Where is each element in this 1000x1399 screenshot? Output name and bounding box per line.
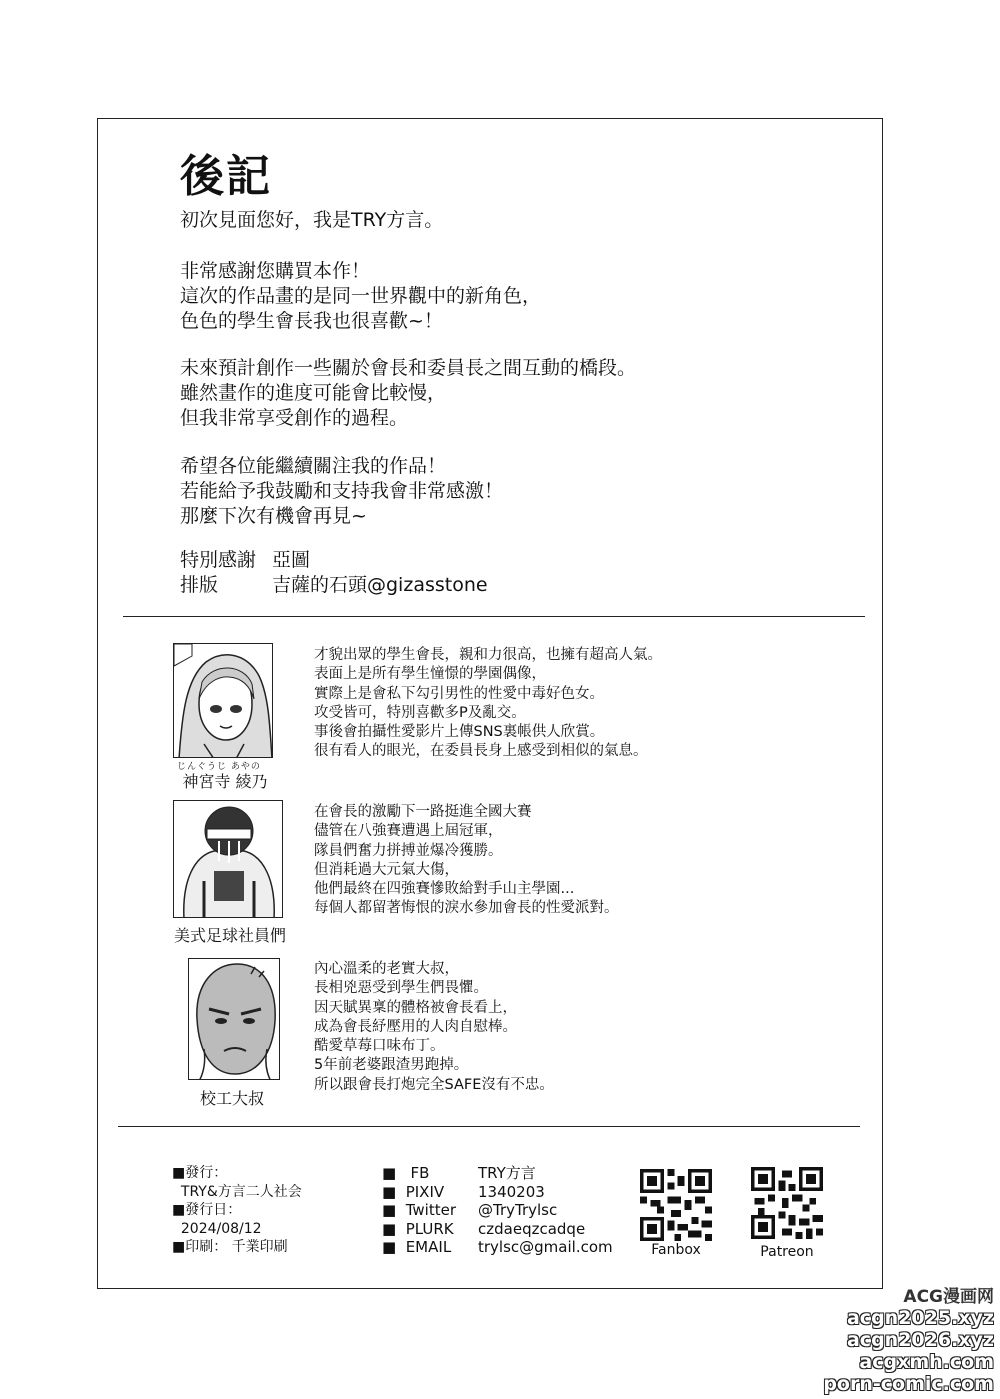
credit-key: 特別感謝 [180, 549, 257, 571]
patreon-qr-icon [751, 1167, 823, 1239]
watermark-line: acgn2025.xyz [846, 1307, 994, 1329]
credits [180, 548, 488, 598]
credit-key: 排版 [180, 574, 219, 596]
watermark-line: acgn2026.xyz [846, 1329, 994, 1351]
afterword-paragraph-4: 希望各位能繼續關注我的作品！ 若能給予我鼓勵和支持我會非常感激！ 那麼下次有機會再見~ [180, 455, 504, 527]
credit-value: 亞圖 [272, 549, 311, 571]
credit-row [180, 573, 488, 598]
afterword-paragraph-1: 初次見面您好，我是TRY方言。 [180, 209, 444, 231]
credit-row [180, 548, 488, 573]
character-portrait-ayano [173, 643, 273, 758]
qr-label: Patreon [760, 1244, 814, 1260]
divider [118, 1126, 860, 1127]
credit-value: 吉薩的石頭@gizasstone [272, 574, 488, 596]
afterword-paragraph-3: 未來預計創作一些關於會長和委員長之間互動的橋段。 雖然畫作的進度可能會比較慢， 但我非常享受創作的過程。 [180, 357, 637, 429]
page-title: 後記 [180, 151, 272, 202]
watermark-line: acgxmh.com [859, 1351, 994, 1373]
watermark-logo: ACG漫画网 [903, 1287, 994, 1307]
character-portrait-football-team [173, 800, 283, 918]
watermark-line: porn-comic.com [823, 1373, 994, 1395]
character-name: 校工大叔 [199, 1089, 264, 1108]
watermark [823, 1282, 994, 1395]
character-name: 神宮寺 綾乃 [182, 772, 268, 791]
contact-labels: ■ FB ■ PIXIV ■ Twitter ■ PLURK ■ EMAIL [382, 1164, 456, 1256]
character-description: 在會長的激勵下一路挺進全國大賽 儘管在八強賽遭遇上屆冠軍， 隊員們奮力拼搏並爆冷獲勝。 但消耗過大元氣大傷， 他們最終在四強賽慘敗給對手山主學園... 每個人都留著悔恨的淚水參加會長的性愛派對。 [314, 804, 619, 917]
qr-label: Fanbox [651, 1242, 701, 1258]
afterword-paragraph-2: 非常感謝您購買本作！ 這次的作品畫的是同一世界觀中的新角色， 色色的學生會長我也很喜歡~！ [180, 260, 542, 332]
character-description: 才貌出眾的學生會長，親和力很高，也擁有超高人氣。 表面上是所有學生憧憬的學園偶像， 實際上是會私下勾引男性的性愛中毒好色女。 攻受皆可，特別喜歡多P及亂交。 事後會拍攝性愛影片上傳SNS裏帳供人欣賞。 很有看人的眼光，在委員長身上感受到相似的氣息。 [314, 647, 662, 760]
fanbox-qr-icon [640, 1169, 712, 1241]
character-portrait-janitor [188, 958, 280, 1080]
divider [123, 616, 865, 617]
character-description: 內心溫柔的老實大叔， 長相兇惡受到學生們畏懼。 因天賦異稟的體格被會長看上， 成為會長紓壓用的人肉自慰棒。 酷愛草莓口味布丁。 5年前老婆跟渣男跑掉。 所以跟會長打炮完全SAFE沒有不忠。 [314, 961, 554, 1093]
contact-values: TRY方言 1340203 @TryTrylsc czdaeqzcadqe trylsc@gmail.com [478, 1164, 613, 1256]
character-name: 美式足球社員們 [173, 926, 286, 945]
publication-info: ■發行： TRY&方言二人社会 ■發行日： 2024/08/12 ■印刷： 千業印刷 [172, 1165, 302, 1255]
character-name-ruby: じんぐうじ あやの [177, 762, 261, 772]
